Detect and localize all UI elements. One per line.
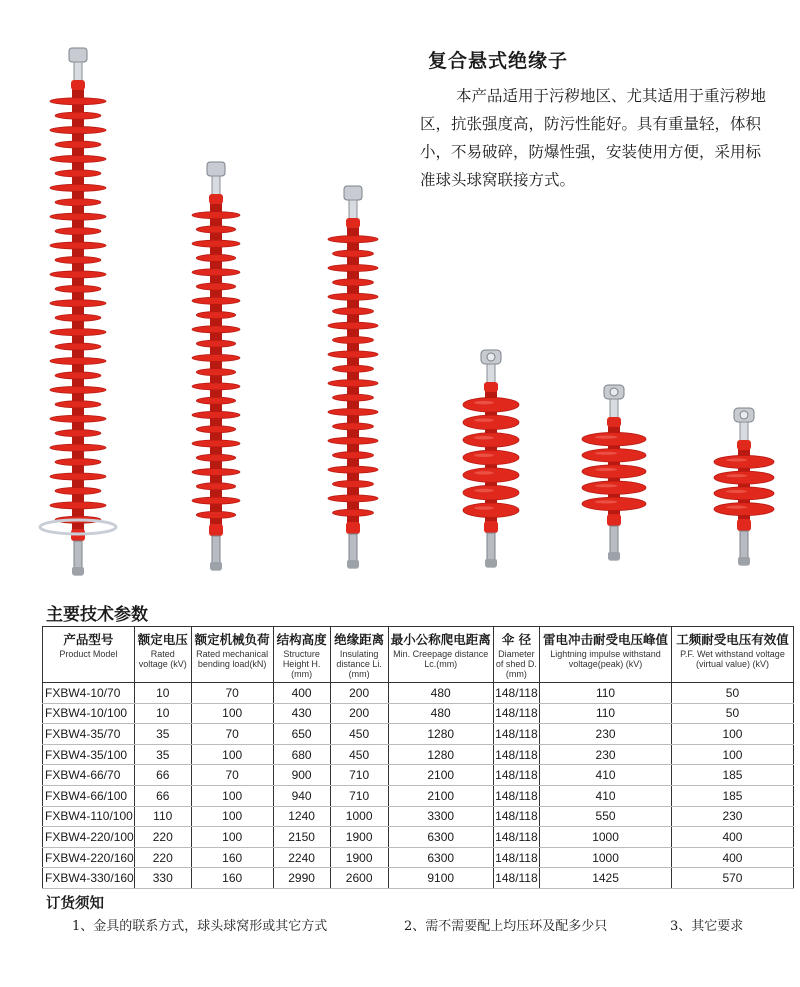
- table-cell: 148/118: [493, 806, 539, 827]
- table-cell: 35: [134, 744, 191, 765]
- table-row: [43, 744, 794, 765]
- table-cell: 185: [671, 785, 793, 806]
- table-cell: FXBW4-330/160: [43, 868, 135, 889]
- table-cell: 100: [191, 744, 273, 765]
- spec-title: 主要技术参数: [46, 605, 148, 625]
- table-row: [43, 785, 794, 806]
- table-cell: 148/118: [493, 868, 539, 889]
- table-cell: 1280: [388, 744, 493, 765]
- table-cell: 1425: [540, 868, 672, 889]
- column-header-zh: 雷电冲击耐受电压峰值: [543, 632, 669, 647]
- table-cell: FXBW4-35/100: [43, 744, 135, 765]
- table-cell: 900: [273, 765, 330, 786]
- description-text: 本产品适用于污秽地区、尤其适用于重污秽地区，抗张强度高，防污性能好。具有重量轻，体积小，不易破碎，防爆性强，安装使用方便，采用标准球头球窝联接方式。: [420, 87, 767, 189]
- table-cell: 148/118: [493, 847, 539, 868]
- insulator-4: [463, 350, 519, 567]
- table-cell: 230: [540, 724, 672, 745]
- table-cell: 230: [671, 806, 793, 827]
- table-cell: 570: [671, 868, 793, 889]
- insulator-5: [582, 385, 646, 560]
- column-header: [273, 627, 330, 683]
- table-cell: 66: [134, 785, 191, 806]
- table-cell: 100: [671, 744, 793, 765]
- table-cell: 450: [330, 744, 388, 765]
- table-cell: 2100: [388, 765, 493, 786]
- column-header-zh: 工频耐受电压有效值: [676, 632, 789, 647]
- table-cell: 10: [134, 703, 191, 724]
- ordering-item-2: 2、需不需要配上均压环及配多少只: [404, 919, 608, 934]
- insulator-3: [328, 186, 378, 568]
- table-cell: FXBW4-110/100: [43, 806, 135, 827]
- column-header-en: Min. Creepage distance Lc.(mm): [393, 649, 489, 669]
- column-header: [43, 627, 135, 683]
- table-cell: 10: [134, 683, 191, 704]
- column-header-zh: 最小公称爬电距离: [390, 632, 491, 647]
- page-title: 复合悬式绝缘子: [428, 50, 569, 72]
- table-cell: FXBW4-10/70: [43, 683, 135, 704]
- table-cell: 710: [330, 765, 388, 786]
- table-cell: 35: [134, 724, 191, 745]
- table-row: [43, 827, 794, 848]
- column-header: [540, 627, 672, 683]
- table-cell: 148/118: [493, 785, 539, 806]
- table-cell: 2100: [388, 785, 493, 806]
- table-cell: 220: [134, 827, 191, 848]
- table-cell: 220: [134, 847, 191, 868]
- spec-table: [42, 626, 794, 889]
- column-header-en: Structure Height H.(mm): [282, 649, 321, 679]
- column-header-en: P.F. Wet withstand voltage (virtual value) (kV): [680, 649, 785, 669]
- column-header-en: Product Model: [59, 649, 118, 659]
- table-row: [43, 765, 794, 786]
- table-cell: 160: [191, 868, 273, 889]
- table-cell: 50: [671, 683, 793, 704]
- column-header-zh: 额定电压: [137, 632, 188, 647]
- column-header: [493, 627, 539, 683]
- table-row: [43, 724, 794, 745]
- table-cell: 70: [191, 683, 273, 704]
- insulator-1: [40, 48, 116, 575]
- table-cell: 148/118: [493, 703, 539, 724]
- table-cell: 148/118: [493, 765, 539, 786]
- table-cell: 480: [388, 683, 493, 704]
- table-cell: 3300: [388, 806, 493, 827]
- column-header: [191, 627, 273, 683]
- table-cell: 100: [671, 724, 793, 745]
- insulator-photos: [0, 40, 800, 580]
- table-cell: 2150: [273, 827, 330, 848]
- table-cell: 410: [540, 765, 672, 786]
- table-cell: 2990: [273, 868, 330, 889]
- column-header-en: Lightning impulse withstand voltage(peak) (kV): [550, 649, 661, 669]
- table-cell: 1000: [330, 806, 388, 827]
- table-cell: 200: [330, 683, 388, 704]
- table-cell: 550: [540, 806, 672, 827]
- table-cell: 480: [388, 703, 493, 724]
- table-cell: 2240: [273, 847, 330, 868]
- table-cell: 2600: [330, 868, 388, 889]
- ordering-title: 订货须知: [46, 896, 104, 912]
- table-cell: 400: [273, 683, 330, 704]
- table-row: [43, 868, 794, 889]
- table-body: [43, 683, 794, 889]
- table-cell: 400: [671, 847, 793, 868]
- table-cell: 330: [134, 868, 191, 889]
- column-header-zh: 伞 径: [501, 632, 532, 647]
- table-cell: 450: [330, 724, 388, 745]
- column-header-en: Rated mechanical bending load(kN): [196, 649, 269, 669]
- table-cell: 160: [191, 847, 273, 868]
- table-cell: 148/118: [493, 724, 539, 745]
- column-header: [330, 627, 388, 683]
- table-cell: FXBW4-220/100: [43, 827, 135, 848]
- table-cell: 1900: [330, 827, 388, 848]
- column-header-zh: 绝缘距离: [334, 632, 385, 647]
- table-cell: 6300: [388, 827, 493, 848]
- table-cell: 1000: [540, 827, 672, 848]
- table-cell: 110: [540, 703, 672, 724]
- table-cell: 110: [134, 806, 191, 827]
- table-row: [43, 847, 794, 868]
- ordering-item-1: 1、金具的联系方式，球头球窝形或其它方式: [72, 919, 328, 934]
- table-cell: 66: [134, 765, 191, 786]
- table-cell: 148/118: [493, 683, 539, 704]
- table-cell: 1900: [330, 847, 388, 868]
- column-header: [134, 627, 191, 683]
- table-cell: 100: [191, 785, 273, 806]
- table-cell: 650: [273, 724, 330, 745]
- insulator-6: [714, 408, 774, 565]
- table-cell: 1280: [388, 724, 493, 745]
- table-cell: 148/118: [493, 827, 539, 848]
- table-header-row: [43, 627, 794, 683]
- table-cell: 940: [273, 785, 330, 806]
- table-row: [43, 703, 794, 724]
- column-header-en: Rated voltage (kV): [138, 649, 187, 669]
- table-cell: 710: [330, 785, 388, 806]
- table-cell: 185: [671, 765, 793, 786]
- table-cell: 430: [273, 703, 330, 724]
- table-cell: 148/118: [493, 744, 539, 765]
- table-cell: FXBW4-220/160: [43, 847, 135, 868]
- table-cell: 1240: [273, 806, 330, 827]
- table-cell: 680: [273, 744, 330, 765]
- table-row: [43, 806, 794, 827]
- table-cell: 6300: [388, 847, 493, 868]
- table-cell: 1000: [540, 847, 672, 868]
- table-cell: 100: [191, 703, 273, 724]
- table-cell: 410: [540, 785, 672, 806]
- table-cell: 100: [191, 827, 273, 848]
- column-header-en: Insulating distance Li.(mm): [336, 649, 382, 679]
- table-cell: 200: [330, 703, 388, 724]
- ordering-item-3: 3、其它要求: [670, 919, 744, 934]
- column-header: [671, 627, 793, 683]
- column-header: [388, 627, 493, 683]
- table-cell: FXBW4-66/70: [43, 765, 135, 786]
- insulator-2: [192, 162, 240, 570]
- table-cell: 70: [191, 765, 273, 786]
- table-cell: 9100: [388, 868, 493, 889]
- table-cell: FXBW4-66/100: [43, 785, 135, 806]
- column-header-zh: 产品型号: [63, 632, 114, 647]
- table-cell: FXBW4-10/100: [43, 703, 135, 724]
- table-row: [43, 683, 794, 704]
- table-cell: 400: [671, 827, 793, 848]
- table-cell: 100: [191, 806, 273, 827]
- table-cell: 50: [671, 703, 793, 724]
- table-cell: 110: [540, 683, 672, 704]
- column-header-zh: 额定机械负荷: [194, 632, 270, 647]
- column-header-en: Diameter of shed D.(mm): [495, 649, 537, 679]
- table-cell: FXBW4-35/70: [43, 724, 135, 745]
- table-cell: 230: [540, 744, 672, 765]
- column-header-zh: 结构高度: [276, 632, 327, 647]
- table-cell: 70: [191, 724, 273, 745]
